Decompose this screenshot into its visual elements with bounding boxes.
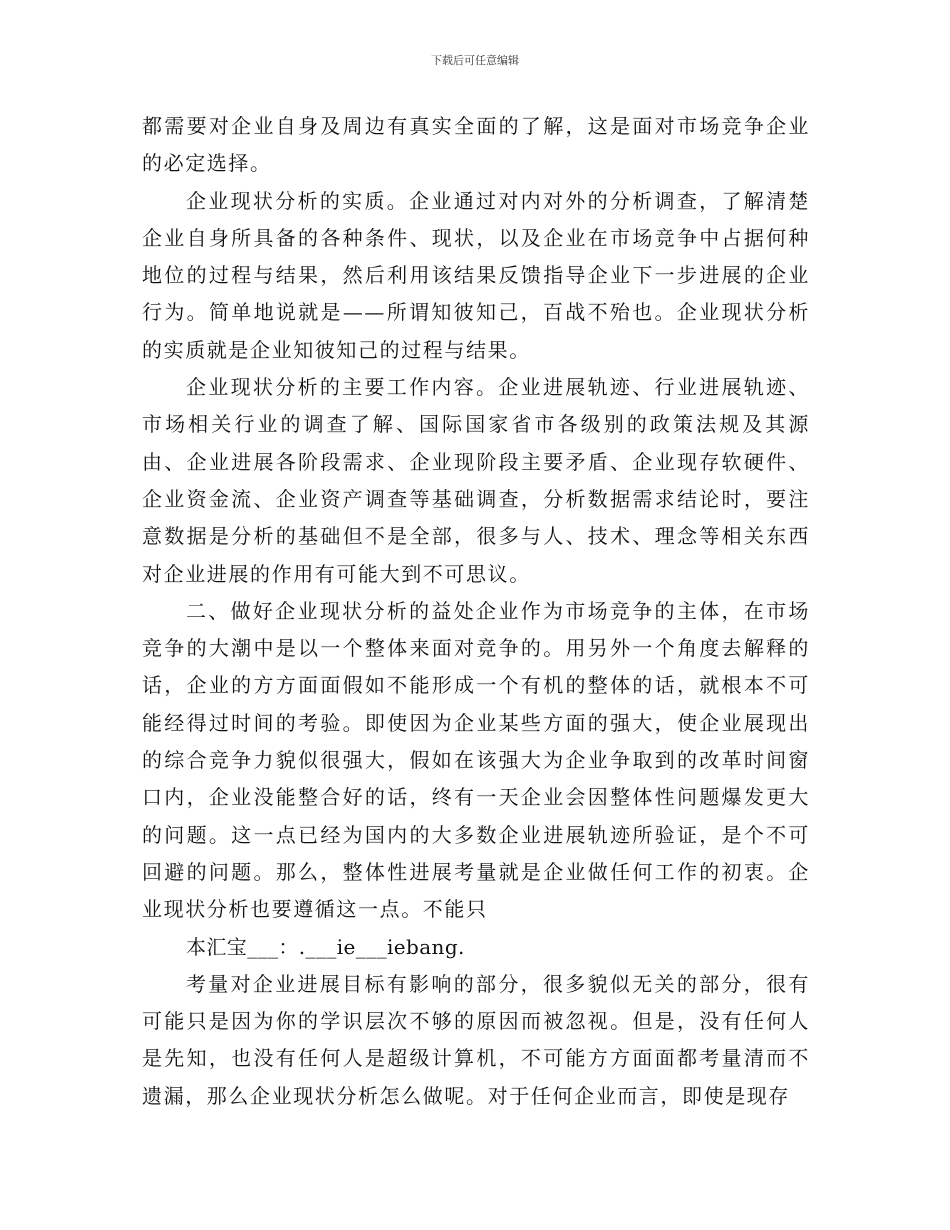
paragraph-essence: 企业现状分析的实质。企业通过对内对外的分析调查，了解清楚企业自身所具备的各种条件、现状，以及企业在市场竞争中占据何种地位的过程与结果，然后利用该结果反馈指导企业下一步进展的企业行为。简单地说就是——所谓知彼知己，百战不殆也。企业现状分析的实质就是企业知彼知己的过程与结果。 [142, 188, 810, 362]
page-header: 下载后可任意编辑 [431, 54, 519, 67]
paragraph-work-content: 企业现状分析的主要工作内容。企业进展轨迹、行业进展轨迹、市场相关行业的调查了解、国际国家省市各级别的政策法规及其源由、企业进展各阶段需求、企业现阶段主要矛盾、企业现存软硬件、企业资金流、企业资产调查等基础调查，分析数据需求结论时，要注意数据是分析的基础但不是全部，很多与人、技术、理念等相关东西对企业进展的作用有可能大到不可思议。 [142, 375, 810, 586]
paragraph-benefits: 二、做好企业现状分析的益处企业作为市场竞争的主体，在市场竞争的大潮中是以一个整体来面对竞争的。用另外一个角度去解释的话，企业的方方面面假如不能形成一个有机的整体的话，就根本不可能经得过时间的考验。即使因为企业某些方面的强大，使企业展现出的综合竞争力貌似很强大，假如在该强大为企业争取到的改革时间窗口内，企业没能整合好的话，终有一天企业会因整体性问题爆发更大的问题。这一点已经为国内的大多数企业进展轨迹所验证，是个不可回避的问题。那么，整体性进展考量就是企业做任何工作的初衷。企业现状分析也要遵循这一点。不能只 [142, 598, 810, 922]
document-body [142, 108, 810, 1115]
paragraph-continuation: 都需要对企业自身及周边有真实全面的了解，这是面对市场竞争企业的必定选择。 [142, 114, 810, 176]
watermark-line: 本汇宝___：.___ie___iebang. [186, 934, 465, 959]
paragraph-consideration: 考量对企业进展目标有影响的部分，很多貌似无关的部分，很有可能只是因为你的学识层次不够的原因而被忽视。但是，没有任何人是先知，也没有任何人是超级计算机，不可能方方面面都考量清而不遗漏，那么企业现状分析怎么做呢。对于任何企业而言，即使是现存 [142, 971, 810, 1108]
